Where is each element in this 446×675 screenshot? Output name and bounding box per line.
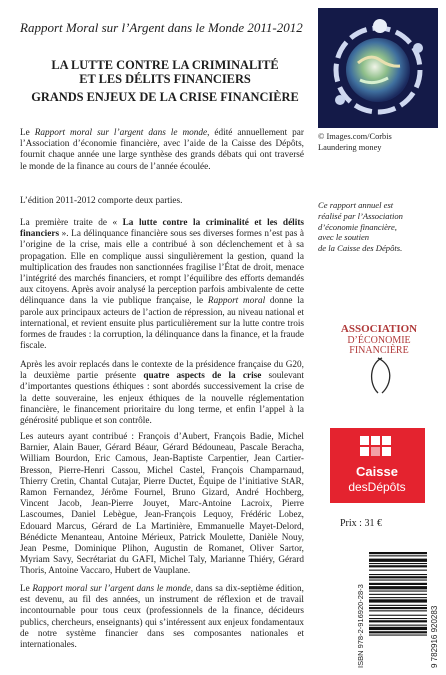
main-title-line-2: ET LES DÉLITS FINANCIERS (79, 72, 251, 86)
barcode-bar (369, 559, 427, 562)
closing-paragraph: Le Rapport moral sur l’argent dans le monde, dans sa dix-septième édition, est devenu, au fil des années, un instrument de réflexion et de travail incontournable pour tous ceux (professionnels de la finance, décideurs publics, chercheurs, enseignants) qui s’intéressent aux enjeux fondamentaux de notre système financier dans ses composantes nationales et internationales. (20, 584, 304, 651)
assoc-logo-line-1: ASSOCIATION (340, 323, 418, 335)
barcode-bar (369, 591, 427, 592)
cdc-logo-line-1: Caisse (356, 464, 398, 479)
association-logo (320, 318, 438, 398)
price-label: Prix : 31 € (340, 518, 382, 529)
barcode-bar (369, 570, 427, 571)
barcode-bar (369, 576, 427, 578)
subtitle: GRANDS ENJEUX DE LA CRISE FINANCIÈRE (31, 90, 299, 104)
note-line: avec le soutien (318, 232, 370, 243)
cover-image (318, 8, 438, 128)
publisher-note (318, 200, 440, 254)
note-line: d’économie financière, (318, 221, 397, 232)
barcode-bar (369, 635, 427, 636)
barcode-bar (369, 563, 427, 564)
barcode-bar (369, 583, 427, 585)
barcode-bar (369, 594, 427, 595)
barcode-bar (369, 555, 427, 556)
barcode-digits: 9 782916 920283 (430, 605, 439, 668)
title-block (20, 58, 310, 104)
image-credit (318, 132, 443, 153)
part-one-paragraph: La première traite de « La lutte contre la criminalité et les délits financiers ». La délinquance financière sous ses diverses formes n’est pas à l’origine de la crise, mais elle a contribué à son déclenchement et à sa propagation. Elle en complique aussi singulièrement la gestion, quand la multiplication des fraudes non sanctionnées fragilise l’État de droit, menace l’intégrité des marchés financiers, et rompt l’équilibre des efforts demandés aux citoyens. Après avoir analysé la perception parfois ambivalente de cette délinquance dans la vie publique française, le Rapport moral donne la parole aux principaux acteurs de l’action de répression, au niveau national et international, et revient ensuite plus particulièrement sur la lutte contre trois formes de fraudes : la corruption, la délinquance dans la finance, et la fraude fiscale. (20, 218, 305, 352)
series-title: Rapport Moral sur l’Argent dans le Monde 2011-2012 (20, 20, 303, 35)
barcode-bar (369, 618, 427, 619)
isbn-text: ISBN 978-2-916920-28-3 (356, 584, 365, 668)
barcode-bar (369, 574, 427, 575)
barcode-bar (369, 552, 427, 554)
assoc-logo-line-2: D’ÉCONOMIE (347, 335, 411, 346)
intro-paragraph: Le Rapport moral sur l’argent dans le monde, édité annuellement par l’Association d’économie financière, avec l’aide de la Caisse des Dépôts, fournit chaque année une large synthèse des grands débats qui ont traversé le monde de la finance au cours de l’année écoulée. (20, 128, 304, 172)
cdc-logo-line-2: desDépôts (348, 480, 406, 494)
barcode-bar (369, 580, 427, 581)
barcode-bar (369, 597, 427, 598)
main-title-line-1: LA LUTTE CONTRE LA CRIMINALITÉ (51, 58, 279, 72)
barcode-bar (369, 586, 427, 589)
barcode-bar (369, 627, 427, 630)
barcode-bar (369, 607, 427, 609)
barcode-bar (369, 610, 427, 611)
contributors-paragraph: Les auteurs ayant contribué : François d’Aubert, François Badie, Michel Barnier, Alain Bauer, Gérard Béaur, Gérard Bédouneau, Pascale Beracha, William Bourdon, Eric Camous, Jean-Baptiste Carpentier, Jean Cartier-Bresson, Pierre-Henri Cassou, Michel Castel, François Champarnaud, Thierry Cretin, Chantal Cutajar, Pierre Ductet, Équipe de l’initiative StAR, Ramon Fernandez, Jérôme Fournel, Bruno Gizard, André Hochberg, Vincent Jacob, Jean-Pierre Jouyet, Marc-Antoine Lacroix, Pierre Lascoumes, Daniel Lebègue, Jean-François Lequoy, Frédéric Lobez, Edouard Marcus, Gérard de La Martinière, Emmanuelle Mayet-Delord, Bénédicte Menanteau, Antoine Mérieux, Patrick Moulette, Danièle Nouy, Jean Pesme, Dominique Plihon, Augustin de Romanet, Oliver Sartor, Myriam Savy, Secrétariat du GAFI, Michel Taly, Marianne Thiéry, Gérard Thoris, Antoine Vaccaro, Hubert de Vauplane. (20, 432, 304, 577)
barcode-bar (369, 620, 427, 622)
barcode-bar (369, 599, 427, 602)
edition-paragraph: L’édition 2011-2012 comporte deux parties. (20, 196, 183, 206)
note-line: réalisé par l’Association (318, 210, 403, 221)
barcode-bar (369, 631, 427, 633)
barcode-bars (369, 552, 427, 636)
note-line: Ce rapport annuel est (318, 200, 394, 210)
part-two-paragraph: Après les avoir replacés dans le contexte de la présidence française du G20, la deuxième partie présente quatre aspects de la crise soulevant d’importantes questions éthiques : sont abordés successivement la crise de la dette souveraine, les enjeux éthiques de la nouvelle réglementation financière, le financement prioritaire du long terme, et enfin l’appel à la générosité publique et son contrôle. (20, 360, 304, 427)
barcode-bar (369, 605, 427, 606)
image-caption: Laundering money (318, 142, 382, 152)
barcode-bar (369, 565, 427, 567)
assoc-logo-line-3: FINANCIÈRE (349, 345, 409, 356)
barcode-bar (369, 625, 427, 626)
note-line: de la Caisse des Dépôts. (318, 243, 403, 254)
barcode (355, 548, 440, 670)
barcode-bar (369, 615, 427, 616)
image-copyright: © Images.com/Corbis (318, 132, 392, 141)
caisse-des-depots-logo (330, 428, 425, 503)
